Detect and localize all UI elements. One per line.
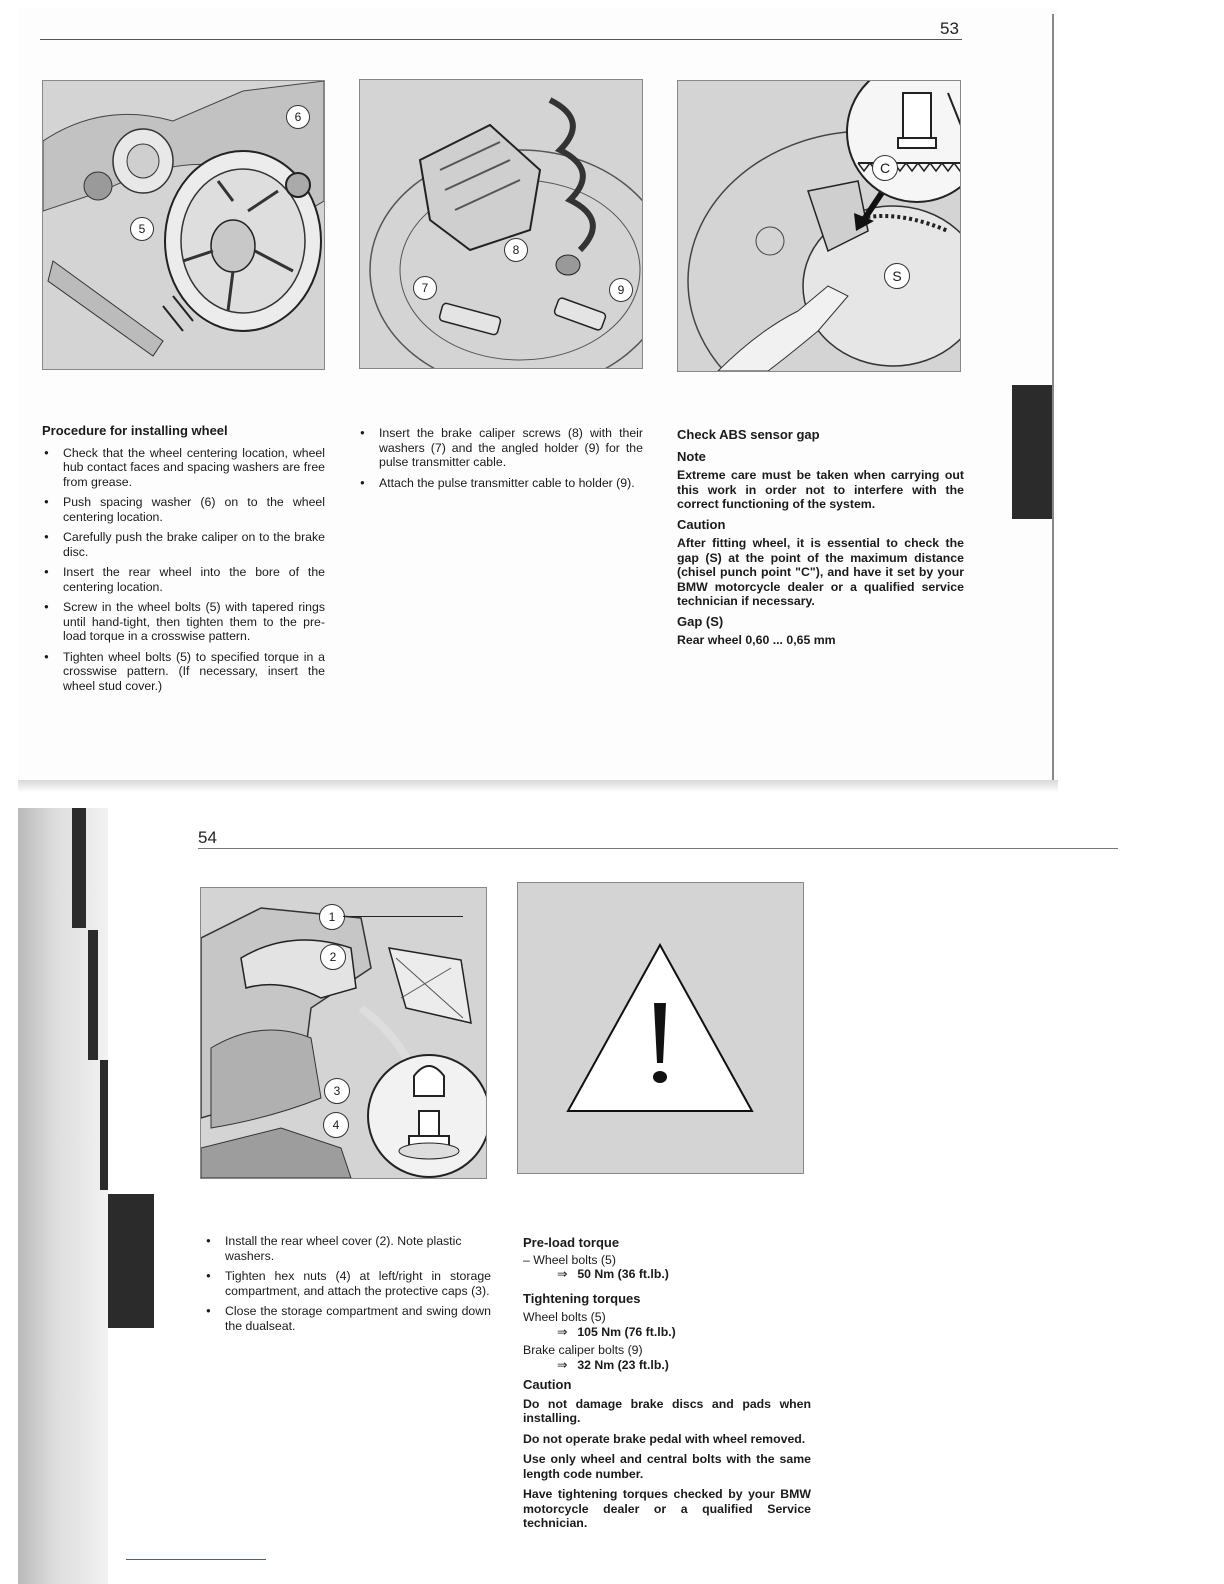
figure-warning — [517, 882, 804, 1174]
installing-wheel-column — [42, 424, 325, 699]
callout-5-label: 5 — [138, 222, 146, 236]
callout-7-label: 7 — [421, 281, 429, 295]
caliper-bolts-value: 32 Nm (23 ft.lb.) — [577, 1357, 669, 1372]
note-title: Note — [677, 448, 706, 464]
arrow-icon: ⇒ — [557, 1357, 568, 1372]
caution-title-54: Caution — [523, 1377, 572, 1392]
list-item: ● Attach the pulse transmitter cable to holder (9). — [358, 476, 643, 491]
callout-1-label: 1 — [328, 910, 336, 924]
gap-title: Gap (S) — [677, 613, 724, 629]
binding-strip-3 — [100, 1060, 108, 1190]
caliper-column — [358, 426, 643, 496]
binding-strip-1 — [72, 808, 86, 928]
callout-3-label: 3 — [333, 1084, 341, 1098]
callout-4-label: 4 — [332, 1118, 340, 1132]
page-53-right-edge — [1052, 14, 1054, 784]
caliper-bolts-label: Brake caliper bolts (9) — [523, 1343, 643, 1357]
abs-gap-column — [677, 428, 964, 652]
page-number-53: 53 — [940, 19, 959, 38]
callout-2-label: 2 — [329, 950, 337, 964]
arrow-icon: ⇒ — [557, 1267, 568, 1281]
note-text: Extreme care must be taken when carrying out this work in order not to interfere with the correct functioning of the system. — [677, 468, 964, 511]
list-item: ● Install the rear wheel cover (2). Note plastic washers. — [204, 1234, 491, 1263]
callout-7 — [413, 276, 437, 300]
list-item: ● Push spacing washer (6) on to the wheel centering location. — [42, 495, 325, 524]
preload-item-label: Wheel bolts (5) — [533, 1252, 616, 1267]
callout-3 — [324, 1078, 350, 1104]
arrow-icon: ⇒ — [557, 1324, 568, 1339]
abs-gap-heading: Check ABS sensor gap — [677, 427, 820, 442]
caution-text: After fitting wheel, it is essential to check the gap (S) at the point of the maximum distance (chisel punch point "C"), and have it set by your BMW motorcycle dealer or a qualified service technician if necessary. — [677, 536, 964, 608]
list-item: ● Check that the wheel centering location, wheel hub contact faces and spacing washers are free from grease. — [42, 446, 325, 490]
callout-s — [884, 263, 910, 289]
caliper-steps — [358, 426, 643, 490]
preload-title: Pre-load torque — [523, 1235, 620, 1250]
callout-5 — [130, 217, 154, 241]
rear-cover-column — [204, 1234, 491, 1339]
wheel-bolts-label: Wheel bolts (5) — [523, 1310, 606, 1324]
list-item: ● Screw in the wheel bolts (5) with tapered rings until hand-tight, then tighten them to the pre-load torque in a crosswise pattern. — [42, 600, 325, 644]
callout-c-label: C — [879, 160, 891, 176]
list-item: ● Carefully push the brake caliper on to the brake disc. — [42, 530, 325, 559]
callout-6-label: 6 — [294, 110, 302, 124]
caliper-bolts-row — [523, 1358, 811, 1373]
list-item: ● Close the storage compartment and swing down the dualseat. — [204, 1304, 491, 1333]
preload-item — [523, 1253, 811, 1268]
callout-9-label: 9 — [617, 283, 625, 297]
callout-2 — [320, 944, 346, 970]
list-item: ● Tighten wheel bolts (5) to specified torque in a crosswise pattern. (If necessary, insert the wheel stud cover.) — [42, 650, 325, 694]
caution-line: Do not operate brake pedal with wheel removed. — [523, 1431, 806, 1446]
detail-inset — [367, 1054, 487, 1178]
callout-9 — [609, 278, 633, 302]
thumb-tab-54 — [108, 1194, 154, 1328]
callout-1 — [319, 904, 345, 930]
callout-c — [872, 155, 898, 181]
preload-value-row — [523, 1267, 811, 1282]
torque-column — [523, 1236, 811, 1537]
installing-wheel-steps — [42, 446, 325, 694]
dash-marker: – — [523, 1252, 534, 1267]
binding-strip-2 — [88, 930, 98, 1060]
callout-6 — [286, 105, 310, 129]
installing-wheel-heading: Procedure for installing wheel — [42, 423, 228, 438]
list-item: ● Tighten hex nuts (4) at left/right in storage compartment, and attach the protective caps (3). — [204, 1269, 491, 1298]
wheel-bolts-value: 105 Nm (76 ft.lb.) — [577, 1324, 676, 1339]
page-54-footer-rule — [126, 1559, 266, 1560]
wheel-bolts-row — [523, 1325, 811, 1340]
list-item: ● Insert the rear wheel into the bore of the centering location. — [42, 565, 325, 594]
page-54-binding-edge — [18, 808, 108, 1584]
rear-cover-steps — [204, 1234, 491, 1333]
list-item: ● Insert the brake caliper screws (8) with their washers (7) and the angled holder (9) for the pulse transmitter cable. — [358, 426, 643, 470]
page-number-54: 54 — [198, 828, 217, 847]
thumb-tab-53 — [1012, 385, 1052, 519]
callout-8 — [504, 238, 528, 262]
warning-triangle-icon — [518, 883, 803, 1173]
figure-rear-wheel-cover — [200, 887, 487, 1179]
figure-brake-caliper — [359, 79, 643, 369]
hex-nut-detail — [369, 1056, 487, 1176]
callout-8-label: 8 — [512, 243, 520, 257]
page-54-header-rule — [198, 848, 1118, 849]
caliper-illustration — [360, 80, 642, 368]
callout-1-leader — [343, 916, 463, 917]
callout-s-label: S — [892, 268, 902, 284]
callout-4 — [323, 1112, 349, 1138]
page-53-header-rule — [40, 39, 962, 40]
caution-line: Have tightening torques checked by your BMW motorcycle dealer or a qualified Service technician. — [523, 1487, 811, 1530]
caution-title: Caution — [677, 516, 726, 532]
page-divider — [18, 780, 1058, 792]
caution-line: Do not damage brake discs and pads when installing. — [523, 1396, 811, 1425]
tightening-title: Tightening torques — [523, 1290, 641, 1306]
caution-line: Use only wheel and central bolts with the same length code number. — [523, 1452, 811, 1481]
wheel-illustration — [43, 81, 324, 369]
preload-value: 50 Nm (36 ft.lb.) — [577, 1267, 669, 1281]
figure-wheel-install — [42, 80, 325, 370]
gap-value: Rear wheel 0,60 ... 0,65 mm — [677, 633, 836, 647]
figure-abs-sensor — [677, 80, 961, 372]
